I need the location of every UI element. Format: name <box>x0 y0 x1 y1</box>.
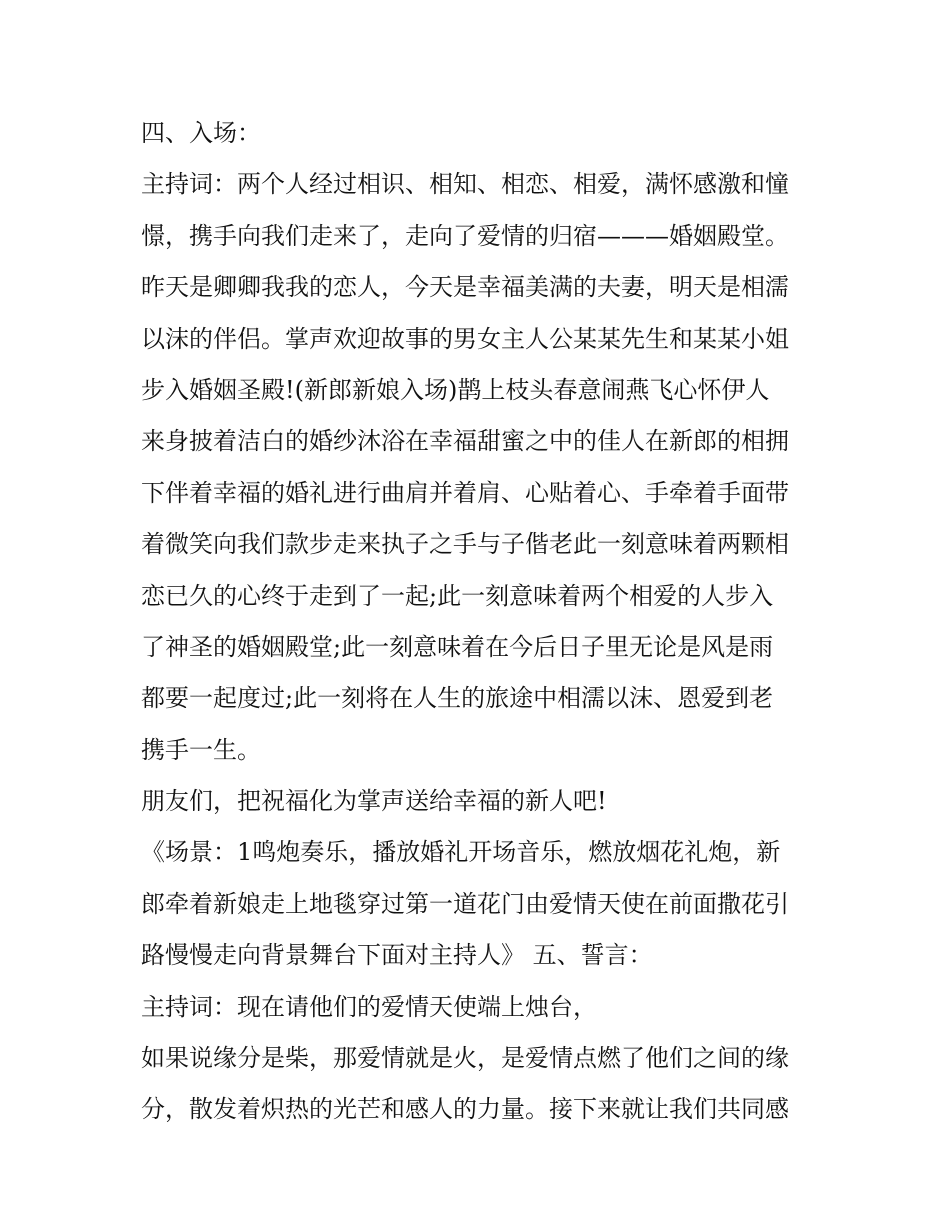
text-line: 主持词：现在请他们的爱情天使端上烛台， <box>141 992 597 1021</box>
text-line: 都要一起度过;此一刻将在人生的旅途中相濡以沫、恩爱到老 <box>141 684 774 713</box>
text-line: 如果说缘分是柴，那爱情就是火，是爱情点燃了他们之间的缘 <box>141 1044 789 1073</box>
text-line: 分，散发着炽热的光芒和感人的力量。接下来就让我们共同感 <box>141 1095 789 1124</box>
text-line: 四、入场： <box>141 119 261 147</box>
text-line: 下伴着幸福的婚礼进行曲肩并着肩、心贴着心、手牵着手面带 <box>141 478 789 507</box>
text-line: 着微笑向我们款步走来执子之手与子偕老此一刻意味着两颗相 <box>141 530 789 559</box>
text-line: 携手一生。 <box>141 735 261 764</box>
text-line: 郎牵着新娘走上地毯穿过第一道花门由爱情天使在前面撒花引 <box>141 889 789 918</box>
text-line: 了神圣的婚姻殿堂;此一刻意味着在今后日子里无论是风是雨 <box>141 632 774 661</box>
text-line: 来身披着洁白的婚纱沐浴在幸福甜蜜之中的佳人在新郎的相拥 <box>141 427 789 456</box>
body-text <box>141 108 821 1136</box>
text-line: 憬，携手向我们走来了，走向了爱情的归宿———婚姻殿堂。 <box>141 221 789 250</box>
text-line: 路慢慢走向背景舞台下面对主持人》 五、誓言： <box>141 941 653 970</box>
text-line: 步入婚姻圣殿!(新郎新娘入场)鹊上枝头春意闹燕飞心怀伊人 <box>141 375 770 404</box>
text-line: 主持词：两个人经过相识、相知、相恋、相爱，满怀感激和憧 <box>141 170 789 199</box>
text-line: 以沫的伴侣。掌声欢迎故事的男女主人公某某先生和某某小姐 <box>141 324 789 353</box>
text-line: 昨天是卿卿我我的恋人，今天是幸福美满的夫妻，明天是相濡 <box>141 273 789 302</box>
text-line: 恋已久的心终于走到了一起;此一刻意味着两个相爱的人步入 <box>141 581 774 610</box>
text-line: 朋友们，把祝福化为掌声送给幸福的新人吧! <box>141 787 607 816</box>
text-line: 《场景：1鸣炮奏乐，播放婚礼开场音乐，燃放烟花礼炮，新 <box>141 838 781 867</box>
